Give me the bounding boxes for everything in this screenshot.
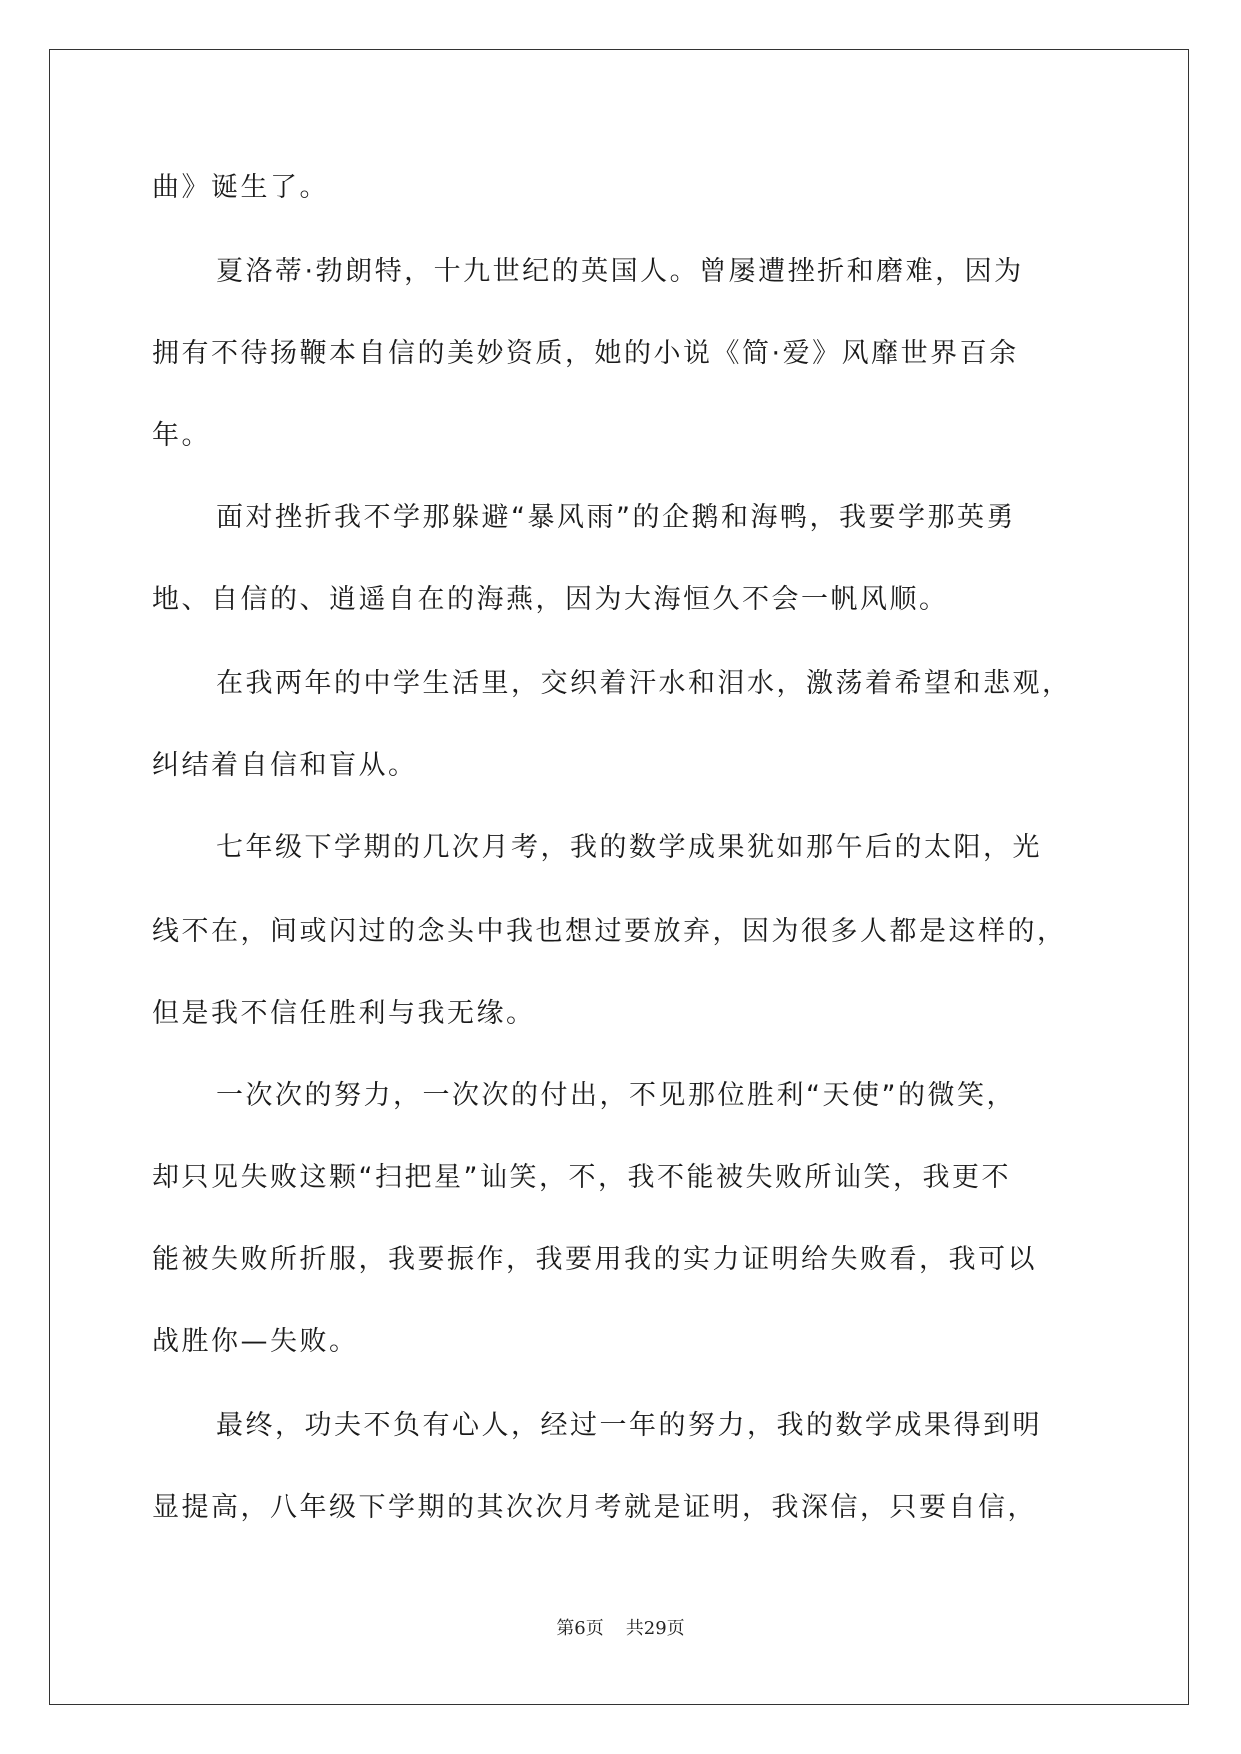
page-number: 第6页 (556, 1618, 604, 1639)
text-line: 能被失败所折服，我要振作，我要用我的实力证明给失败看，我可以 (152, 1244, 1037, 1275)
text-line: 七年级下学期的几次月考，我的数学成果犹如那午后的太阳，光 (216, 832, 1042, 863)
page-border (49, 49, 1189, 1705)
text-line: 夏洛蒂·勃朗特，十九世纪的英国人。曾屡遭挫折和磨难，因为 (216, 256, 1024, 287)
text-line: 显提高，八年级下学期的其次次月考就是证明，我深信，只要自信， (152, 1492, 1037, 1523)
text-line: 地、自信的、逍遥自在的海燕，因为大海恒久不会一帆风顺。 (152, 584, 949, 615)
page-total: 共29页 (625, 1618, 685, 1639)
text-line: 拥有不待扬鞭本自信的美妙资质，她的小说《简·爱》风靡世界百余 (152, 338, 1019, 369)
text-line: 但是我不信任胜利与我无缘。 (152, 998, 536, 1029)
text-line: 年。 (152, 420, 211, 451)
text-line: 在我两年的中学生活里，交织着汗水和泪水，激荡着希望和悲观， (216, 668, 1072, 699)
text-line: 一次次的努力，一次次的付出，不见那位胜利“天使”的微笑， (216, 1080, 1016, 1111)
text-line: 线不在，间或闪过的念头中我也想过要放弃，因为很多人都是这样的， (152, 916, 1067, 947)
text-line: 纠结着自信和盲从。 (152, 750, 418, 781)
text-line: 曲》诞生了。 (152, 172, 329, 203)
text-line: 面对挫折我不学那躲避“暴风雨”的企鹅和海鸭，我要学那英勇 (216, 502, 1016, 533)
page-footer (0, 1614, 1241, 1640)
text-line: 战胜你—失败。 (152, 1326, 359, 1357)
text-line: 最终，功夫不负有心人，经过一年的努力，我的数学成果得到明 (216, 1410, 1042, 1441)
text-line: 却只见失败这颗“扫把星”讪笑，不，我不能被失败所讪笑，我更不 (152, 1162, 1011, 1193)
